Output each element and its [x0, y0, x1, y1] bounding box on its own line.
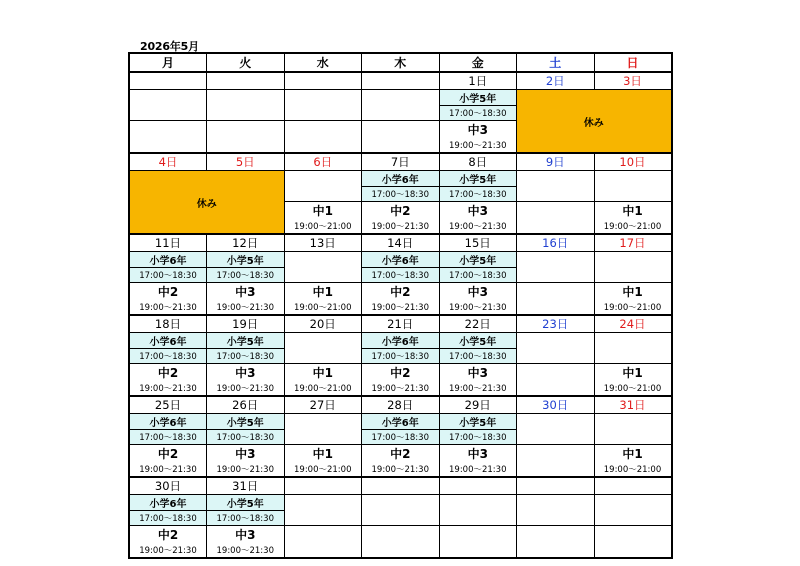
date-cell: 30日 [129, 477, 207, 495]
class-label: 小学5年 [439, 90, 517, 106]
class-time: 19:00～21:30 [207, 543, 285, 558]
date-cell: 30日 [517, 396, 595, 414]
class-label: 中3 [207, 445, 285, 463]
weekday-mon: 月 [129, 53, 207, 72]
class-time: 17:00～18:30 [207, 349, 285, 364]
date-cell: 25日 [129, 396, 207, 414]
calendar-title: 2026年5月 [140, 40, 199, 53]
class-label: 小学6年 [362, 252, 440, 268]
date-cell [129, 72, 207, 90]
class-time: 19:00～21:00 [594, 300, 672, 315]
class-label: 小学5年 [439, 252, 517, 268]
date-cell: 31日 [594, 396, 672, 414]
date-cell: 14日 [362, 234, 440, 252]
class-time: 19:00～21:30 [129, 462, 207, 477]
date-cell: 20日 [284, 315, 362, 333]
class-time: 19:00～21:00 [284, 300, 362, 315]
date-cell: 28日 [362, 396, 440, 414]
class-time: 19:00～21:00 [594, 462, 672, 477]
class-label: 中3 [439, 445, 517, 463]
week-1-dates [129, 72, 672, 90]
class-time: 19:00～21:30 [207, 462, 285, 477]
date-cell: 2日 [517, 72, 595, 90]
class-label: 中1 [594, 202, 672, 220]
date-cell: 29日 [439, 396, 517, 414]
class-time: 19:00～21:30 [362, 300, 440, 315]
holiday-block: 休み [129, 171, 284, 235]
class-label: 小学5年 [439, 333, 517, 349]
date-cell: 21日 [362, 315, 440, 333]
class-label: 小学6年 [129, 414, 207, 430]
class-time: 19:00～21:30 [439, 219, 517, 234]
class-label: 小学5年 [439, 414, 517, 430]
class-time: 17:00～18:30 [439, 430, 517, 445]
class-label: 小学5年 [207, 414, 285, 430]
class-time: 19:00～21:30 [439, 462, 517, 477]
class-label: 小学6年 [362, 414, 440, 430]
date-cell: 18日 [129, 315, 207, 333]
class-time: 19:00～21:00 [284, 381, 362, 396]
weekday-thu: 木 [362, 53, 440, 72]
class-label: 小学6年 [362, 171, 440, 187]
class-time: 19:00～21:00 [284, 462, 362, 477]
class-label: 中1 [594, 445, 672, 463]
class-time: 19:00～21:30 [362, 219, 440, 234]
class-label: 中2 [362, 202, 440, 220]
class-label: 小学5年 [439, 171, 517, 187]
class-time: 19:00～21:30 [362, 462, 440, 477]
weekday-sun: 日 [594, 53, 672, 72]
class-label: 小学6年 [129, 495, 207, 511]
class-time: 19:00～21:30 [439, 381, 517, 396]
class-label: 中2 [362, 364, 440, 382]
date-cell: 15日 [439, 234, 517, 252]
class-time: 17:00～18:30 [207, 430, 285, 445]
class-label: 中2 [129, 445, 207, 463]
date-cell: 17日 [594, 234, 672, 252]
class-label: 中3 [439, 121, 517, 139]
date-cell [207, 72, 285, 90]
class-label: 中3 [207, 283, 285, 301]
class-time: 19:00～21:30 [207, 381, 285, 396]
weekday-fri: 金 [439, 53, 517, 72]
class-time: 17:00～18:30 [439, 349, 517, 364]
class-time: 17:00～18:30 [207, 268, 285, 283]
class-label: 小学6年 [362, 333, 440, 349]
date-cell [284, 72, 362, 90]
date-cell: 24日 [594, 315, 672, 333]
week-5-dates [129, 396, 672, 414]
class-time: 17:00～18:30 [439, 187, 517, 202]
class-time: 17:00～18:30 [439, 268, 517, 283]
date-cell: 12日 [207, 234, 285, 252]
class-label: 中2 [129, 526, 207, 544]
class-time: 19:00～21:30 [129, 543, 207, 558]
class-label: 中2 [129, 283, 207, 301]
date-cell: 26日 [207, 396, 285, 414]
date-cell: 6日 [284, 153, 362, 171]
date-cell: 13日 [284, 234, 362, 252]
class-time: 17:00～18:30 [362, 187, 440, 202]
date-cell: 10日 [594, 153, 672, 171]
class-label: 中1 [594, 364, 672, 382]
week-6-dates [129, 477, 672, 495]
date-cell: 3日 [594, 72, 672, 90]
week-3-dates [129, 234, 672, 252]
class-time: 19:00～21:00 [594, 219, 672, 234]
schedule-calendar [128, 52, 673, 559]
date-cell: 1日 [439, 72, 517, 90]
class-time: 17:00～18:30 [129, 430, 207, 445]
class-label: 中3 [439, 364, 517, 382]
class-label: 中2 [129, 364, 207, 382]
date-cell: 8日 [439, 153, 517, 171]
class-time: 17:00～18:30 [207, 511, 285, 526]
class-label: 中3 [439, 202, 517, 220]
class-label: 小学5年 [207, 333, 285, 349]
weekday-wed: 水 [284, 53, 362, 72]
date-cell: 22日 [439, 315, 517, 333]
class-label: 中3 [207, 526, 285, 544]
date-cell [362, 72, 440, 90]
date-cell: 9日 [517, 153, 595, 171]
class-label: 中1 [284, 364, 362, 382]
class-label: 中1 [594, 283, 672, 301]
class-label: 中2 [362, 283, 440, 301]
date-cell: 16日 [517, 234, 595, 252]
class-label: 中2 [362, 445, 440, 463]
class-label: 小学5年 [207, 495, 285, 511]
class-time: 19:00～21:30 [207, 300, 285, 315]
date-cell: 4日 [129, 153, 207, 171]
class-time: 19:00～21:30 [439, 300, 517, 315]
weekday-tue: 火 [207, 53, 285, 72]
week-2-dates [129, 153, 672, 171]
date-cell: 11日 [129, 234, 207, 252]
class-label: 中1 [284, 202, 362, 220]
weekday-header-row [129, 53, 672, 72]
date-cell: 19日 [207, 315, 285, 333]
date-cell: 5日 [207, 153, 285, 171]
date-cell: 23日 [517, 315, 595, 333]
class-label: 小学6年 [129, 333, 207, 349]
class-time: 19:00～21:30 [362, 381, 440, 396]
class-time: 17:00～18:30 [129, 349, 207, 364]
class-time: 19:00～21:30 [439, 138, 517, 153]
class-time: 17:00～18:30 [129, 268, 207, 283]
date-cell: 7日 [362, 153, 440, 171]
date-cell: 27日 [284, 396, 362, 414]
class-time: 19:00～21:00 [284, 219, 362, 234]
class-label: 小学6年 [129, 252, 207, 268]
holiday-block: 休み [517, 90, 672, 154]
class-label: 中1 [284, 445, 362, 463]
class-time: 17:00～18:30 [362, 430, 440, 445]
class-label: 小学5年 [207, 252, 285, 268]
week-4-dates [129, 315, 672, 333]
class-label: 中3 [207, 364, 285, 382]
class-time: 17:00～18:30 [129, 511, 207, 526]
class-label: 中3 [439, 283, 517, 301]
class-time: 19:00～21:30 [129, 381, 207, 396]
class-label: 中1 [284, 283, 362, 301]
class-time: 19:00～21:30 [129, 300, 207, 315]
weekday-sat: 土 [517, 53, 595, 72]
class-time: 19:00～21:00 [594, 381, 672, 396]
class-time: 17:00～18:30 [439, 106, 517, 121]
class-time: 17:00～18:30 [362, 268, 440, 283]
class-time: 17:00～18:30 [362, 349, 440, 364]
date-cell: 31日 [207, 477, 285, 495]
